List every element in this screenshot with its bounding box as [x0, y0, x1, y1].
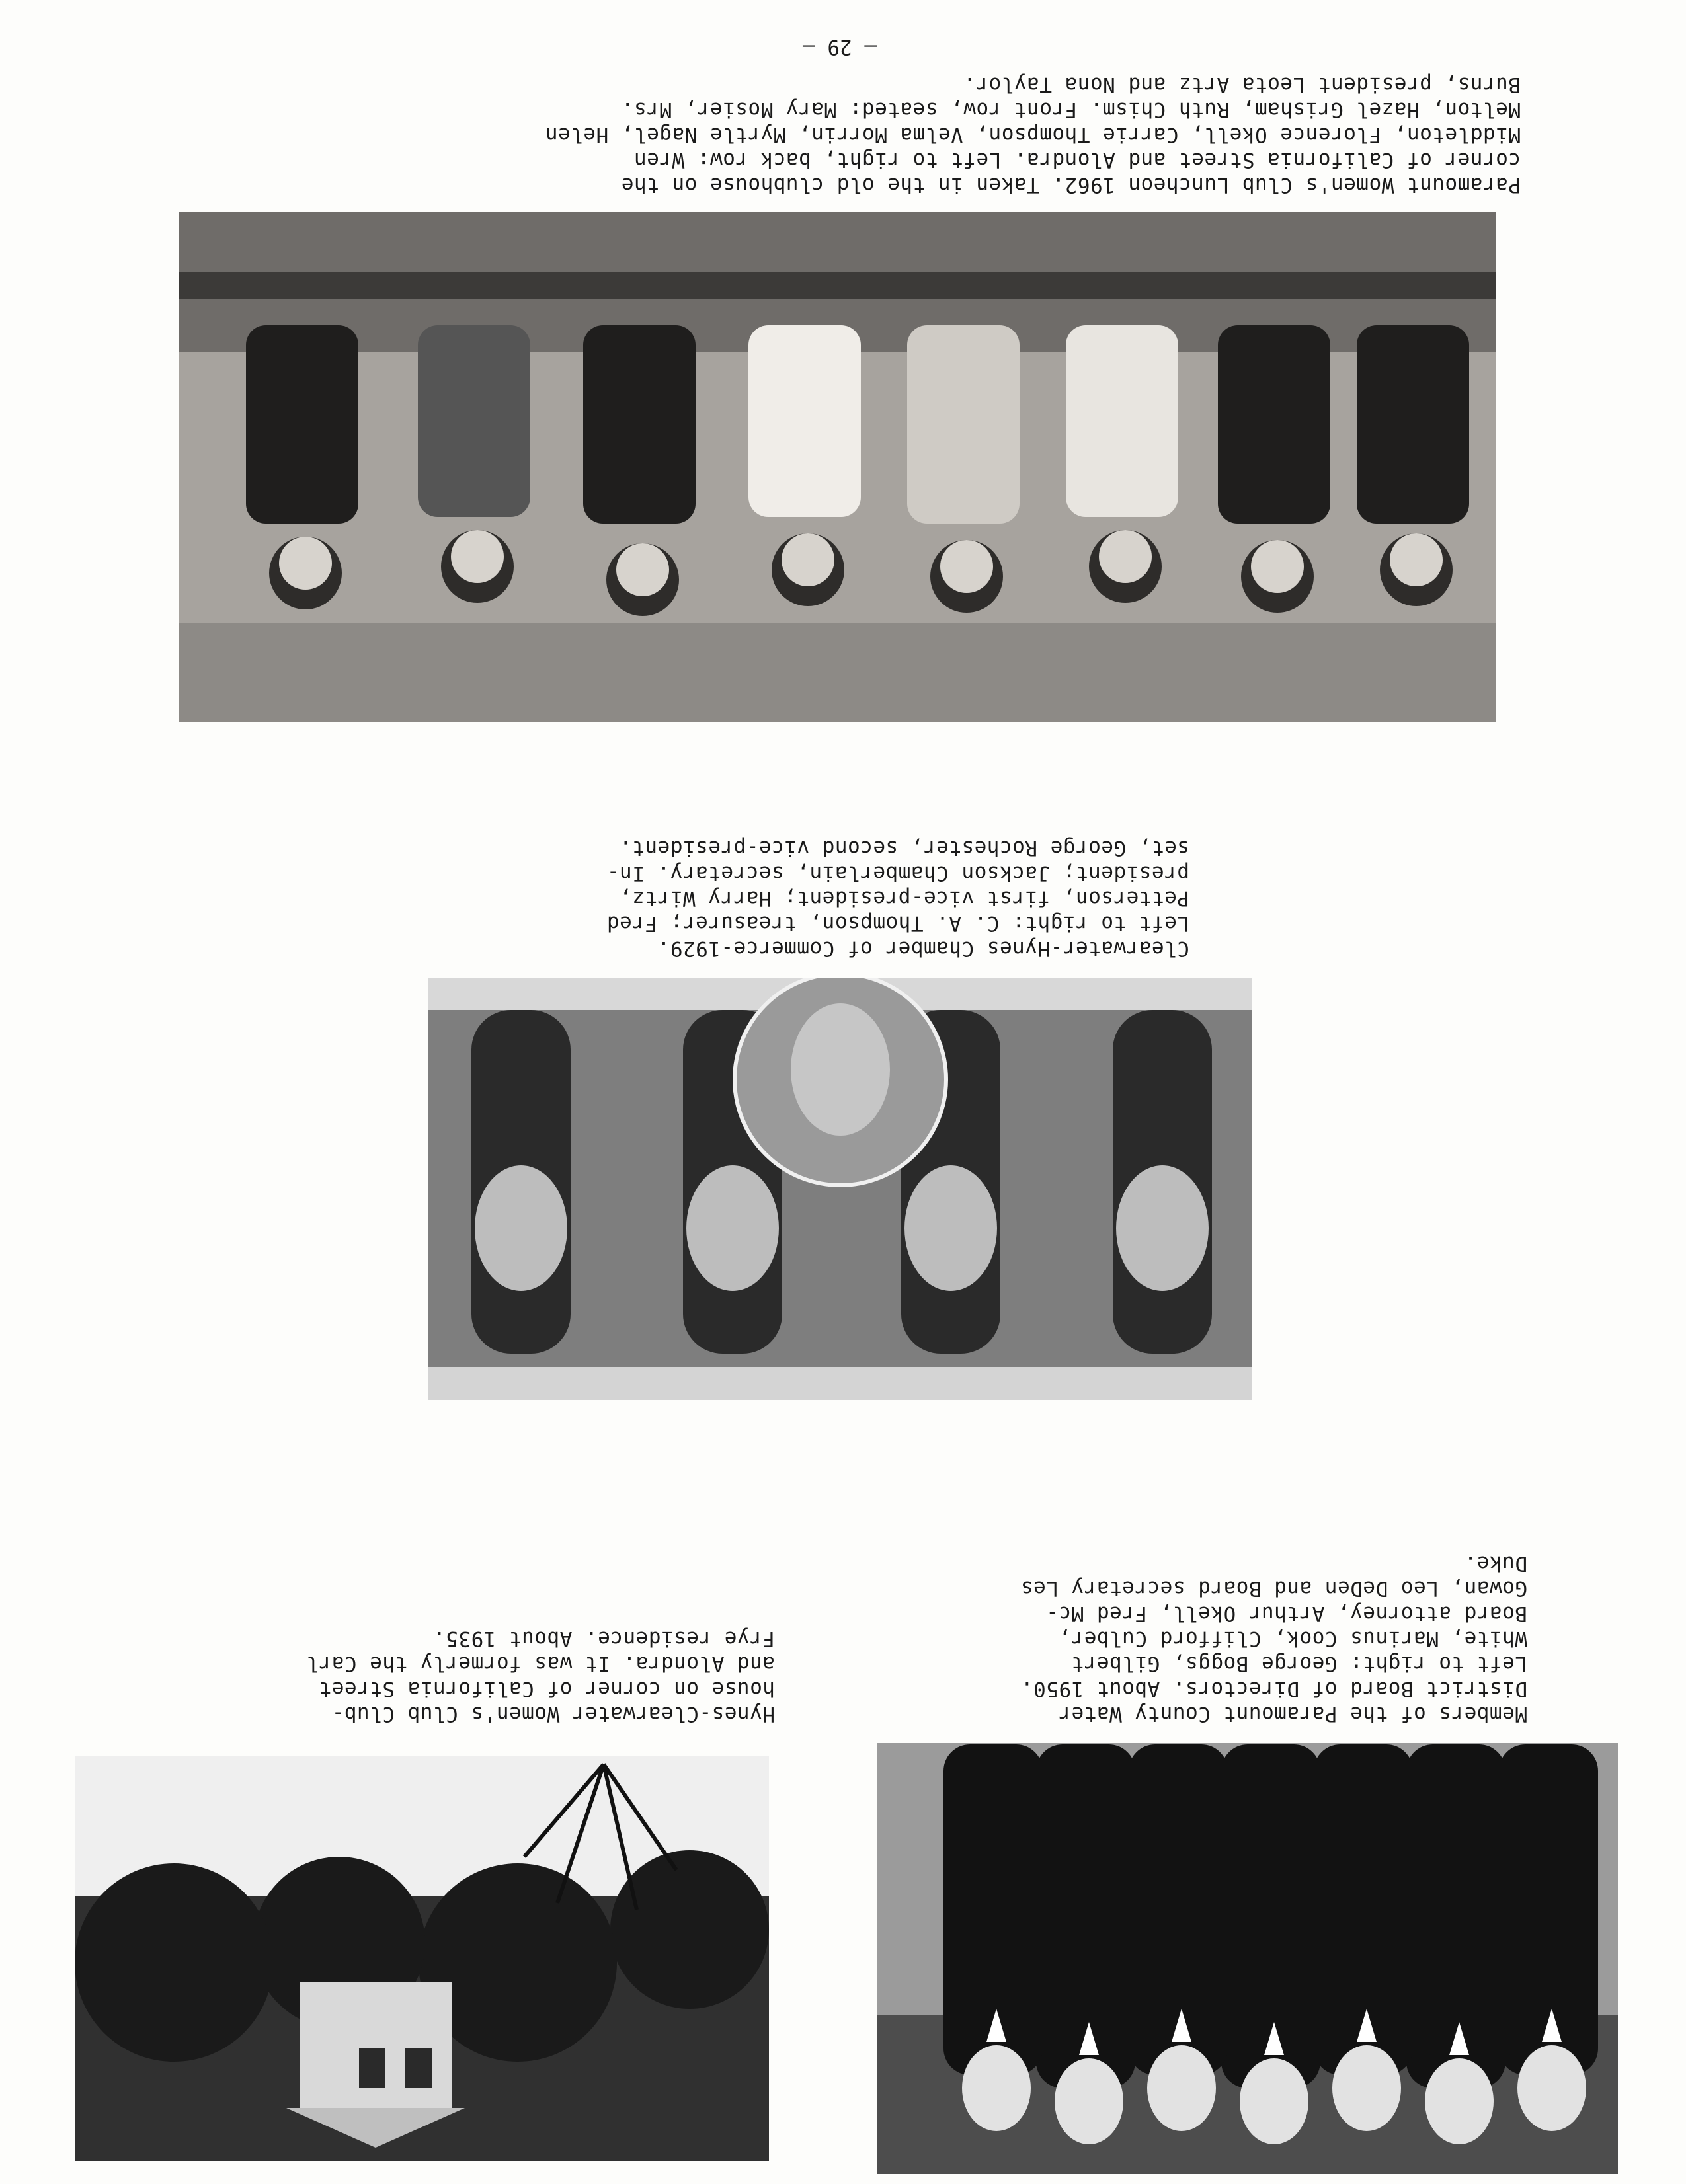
womens-club-luncheon-caption: Paramount Women's Club Luncheon 1962. Taken in the old clubhouse on the corner of California Street and Alondra. Left to right, back row: Wren Middleton, Florence Okell, Carrie Thompson, Velma Morrin, Myrtle Nagel, Helen Melton, Hazel Grisham, Ruth Chism. Front row, seated: Mary Mosier, Mrs. Burns, president Leota Artz and Nona Taylor. — [545, 73, 1521, 197]
water-board-caption: Members of the Paramount County Water District Board of Directors. About 1950. Left to right: George Boggs, Gilbert White, Marinus Cook, Clifford Culber, Board attorney, Arthur Okell, Fred Mc- Gowan, Leo DeDen and Board secretary Les Duke. — [1020, 1551, 1527, 1726]
page-number: — 29 — — [803, 35, 877, 59]
chamber-of-commerce-caption: Clearwater-Hynes Chamber of Commerce-1929. Left to right: C. A. Thompson, treasurer; Fred Petterson, first vice-president; Harry Wirtz, president; Jackson Chamberlain, secretary. In- set, George Rochester, second vice-president. — [606, 836, 1189, 960]
chamber-of-commerce-photo — [428, 978, 1252, 1400]
womens-club-luncheon-photo — [179, 212, 1496, 722]
water-board-photo — [877, 1743, 1618, 2174]
clubhouse-caption: Hynes-Clearwater Women's Club Club- house on corner of California Street and Alondra. It was formerly the Carl Frye residence. About 1935. — [305, 1627, 775, 1726]
clubhouse-photo — [75, 1756, 769, 2161]
